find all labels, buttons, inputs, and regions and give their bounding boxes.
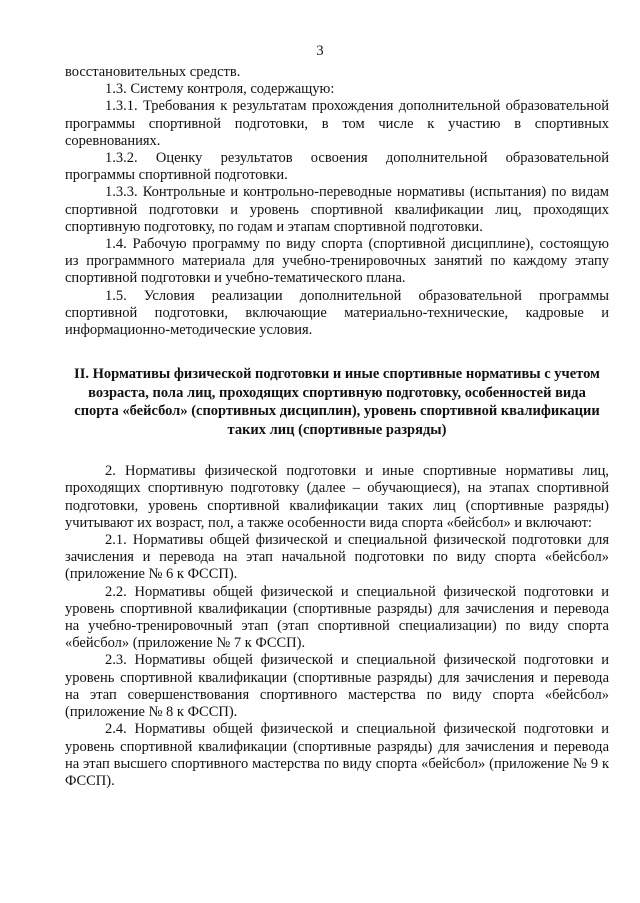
document-body [65, 64, 609, 790]
paragraph-p-1-4: 1.4. Рабочую программу по виду спорта (спортивной дисциплине), состоящую из программного материала для учебно-тренировочных занятий по каждому этапу спортивной подготовки и учебно-тематического плана. [65, 236, 609, 287]
page-number: 3 [316, 43, 324, 59]
section-2-title: II. Нормативы физической подготовки и иные спортивные нормативы с учетом возраста, пола лиц, проходящих спортивную подготовку, особенностей вида спорта «бейсбол» (спортивных дисциплин), уровень спортивной квалификации таких лиц (спортивные разряды) [74, 366, 600, 438]
paragraph-p-1-5: 1.5. Условия реализации дополнительной образовательной программы спортивной подготовки, включающие материально-технические, кадровые и информационно-методические условия. [65, 287, 609, 339]
paragraph-p-2-4: 2.4. Нормативы общей физической и специальной физической подготовки и уровень спортивной квалификации (спортивные разряды) для зачисления и перевода на этап высшего спортивного мастерства по виду спорта «бейсбол» (приложение № 9 к ФССП). [65, 721, 609, 789]
paragraph-p-1-3-3: 1.3.3. Контрольные и контрольно-переводные нормативы (испытания) по видам спортивной подготовки и уровень спортивной квалификации лиц, проходящих спортивную подготовку, по годам и этапам спортивной подготовки. [65, 184, 609, 235]
paragraph-p-2: 2. Нормативы физической подготовки и иные спортивные нормативы лиц, проходящих спортивную подготовку (далее – обучающиеся), на этапах спортивной подготовки, уровень спортивной квалификации таких лиц (спортивные разряды) учитывают их возраст, пол, а также особенности вида спорта «бейсбол» и включают: [65, 463, 609, 531]
section-1-continuation [65, 64, 609, 339]
paragraph-p-2-2: 2.2. Нормативы общей физической и специальной физической подготовки и уровень спортивной квалификации (спортивные разряды) для зачисления и перевода на учебно-тренировочный этап (этап спортивной специализации) по виду спорта «бейсбол» (приложение № 7 к ФССП). [65, 583, 609, 652]
paragraph-p-1-3-1: 1.3.1. Требования к результатам прохождения дополнительной образовательной программы спортивной подготовки, в том числе к участию в спортивных соревнованиях. [65, 98, 609, 149]
paragraph-p-2-1: 2.1. Нормативы общей физической и специальной физической подготовки для зачисления и перевода на этап начальной подготовки по виду спорта «бейсбол» (приложение № 6 к ФССП). [65, 532, 609, 583]
paragraph-p-2-3: 2.3. Нормативы общей физической и специальной физической подготовки и уровень спортивной квалификации (спортивные разряды) для зачисления и перевода на этап совершенствования спортивного мастерства по виду спорта «бейсбол» (приложение № 8 к ФССП). [65, 652, 609, 721]
paragraph-p-1-3: 1.3. Систему контроля, содержащую: [105, 81, 335, 98]
paragraph-p-cont: восстановительных средств. [65, 64, 241, 80]
section-2-body [65, 463, 609, 790]
paragraph-p-1-3-2: 1.3.2. Оценку результатов освоения дополнительной образовательной программы спортивной подготовки. [65, 150, 609, 184]
